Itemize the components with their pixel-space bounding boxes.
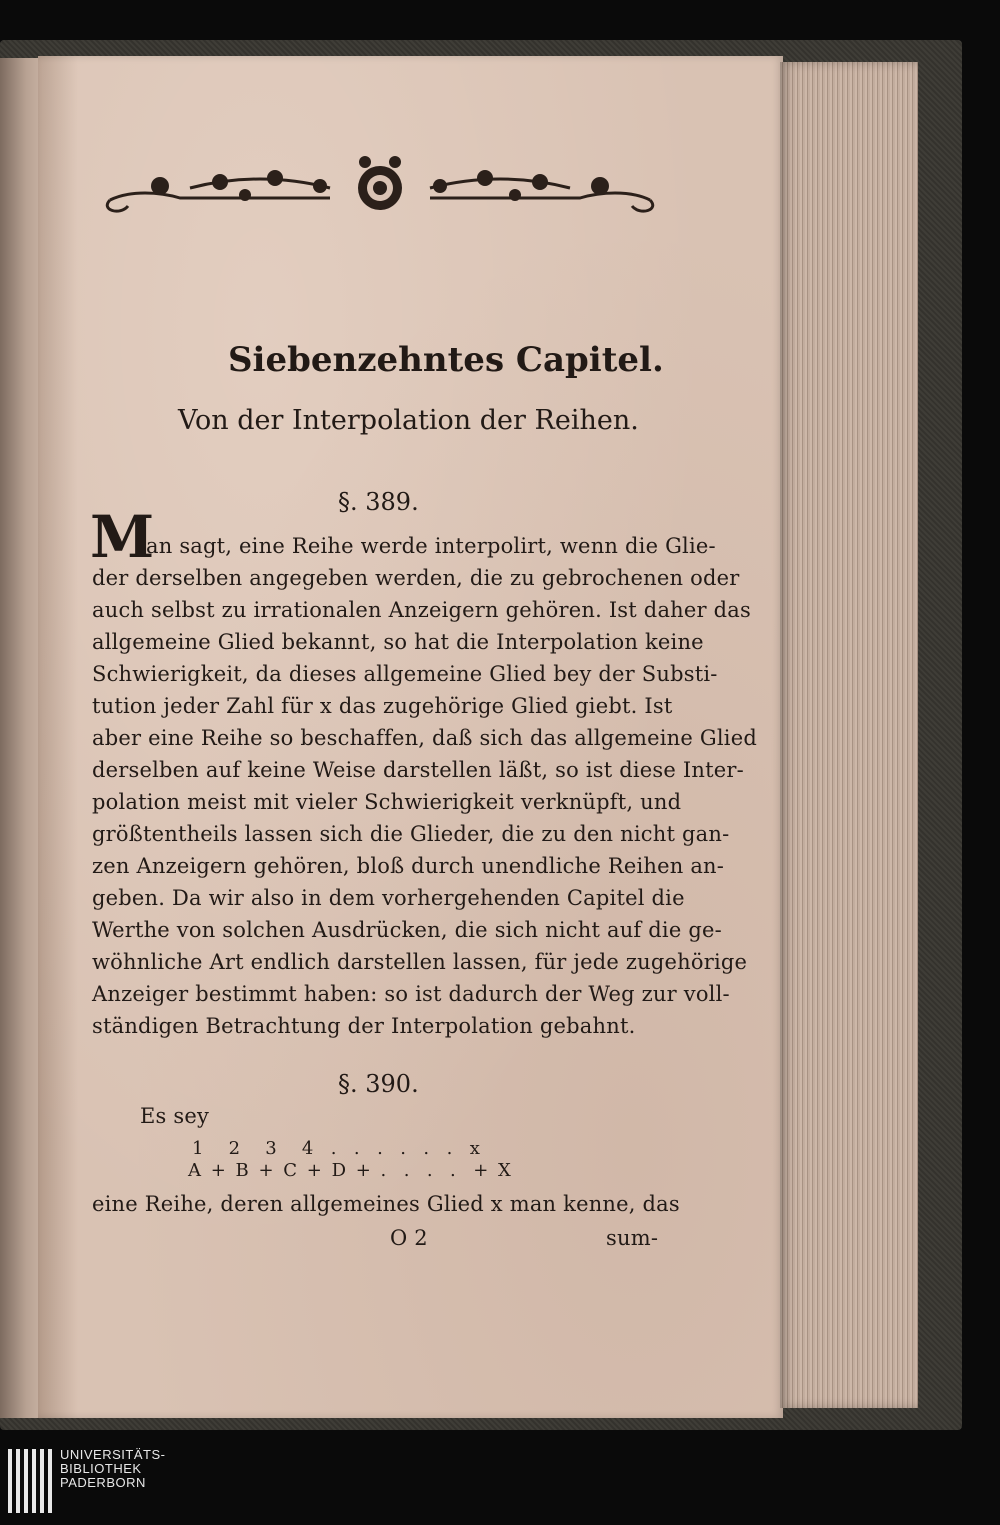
paragraph-line: derselben auf keine Weise darstellen läßt, so ist diese Inter- — [92, 758, 744, 782]
signature-mark: O 2 — [390, 1226, 428, 1250]
paragraph-line: der derselben angegeben werden, die zu gebrochenen oder — [92, 566, 740, 590]
paragraph-line: tution jeder Zahl für x das zugehörige Glied giebt. Ist — [92, 694, 673, 718]
catchword: sum- — [606, 1226, 659, 1250]
paragraph-line: an sagt, eine Reihe werde interpolirt, wenn die Glie- — [146, 534, 716, 558]
es-sey-text: Es sey — [140, 1104, 210, 1128]
chapter-title: Siebenzehntes Capitel. — [228, 340, 664, 380]
paragraph-line: allgemeine Glied bekannt, so hat die Interpolation keine — [92, 630, 704, 654]
page-edges — [780, 62, 918, 1408]
paragraph-line: polation meist mit vieler Schwierigkeit verknüpft, und — [92, 790, 682, 814]
paragraph-line: Schwierigkeit, da dieses allgemeine Glied bey der Substi- — [92, 662, 718, 686]
paragraph-line: Anzeiger bestimmt haben: so ist dadurch der Weg zur voll- — [92, 982, 730, 1006]
paragraph-line: eine Reihe, deren allgemeines Glied x man kenne, das — [92, 1192, 680, 1216]
paragraph-line: auch selbst zu irrationalen Anzeigern gehören. Ist daher das — [92, 598, 751, 622]
chapter-subtitle: Von der Interpolation der Reihen. — [178, 405, 639, 436]
paragraph-line: Werthe von solchen Ausdrücken, die sich nicht auf die ge- — [92, 918, 722, 942]
logo-text-line3: PADERBORN — [60, 1475, 146, 1490]
series-terms-row: A + B + C + D + . . . . + X — [188, 1160, 513, 1181]
section-number-390: §. 390. — [338, 1070, 419, 1098]
paragraph-line: zen Anzeigern gehören, bloß durch unendliche Reihen an- — [92, 854, 725, 878]
paragraph-line: ständigen Betrachtung der Interpolation gebahnt. — [92, 1014, 636, 1038]
logo-text-line2: BIBLIOTHEK — [60, 1461, 142, 1476]
paragraph-line: wöhnliche Art endlich darstellen lassen, für jede zugehörige — [92, 950, 748, 974]
paragraph-line: geben. Da wir also in dem vorhergehenden Capitel die — [92, 886, 685, 910]
section-number-389: §. 389. — [338, 488, 419, 516]
paragraph-line: aber eine Reihe so beschaffen, daß sich das allgemeine Glied — [92, 726, 757, 750]
headpiece-ornament-icon — [100, 150, 660, 220]
paragraph-line: größtentheils lassen sich die Glieder, die zu den nicht gan- — [92, 822, 730, 846]
logo-text-line1: UNIVERSITÄTS- — [60, 1447, 166, 1462]
drop-cap: M — [90, 503, 155, 571]
library-logo-icon — [8, 1445, 68, 1517]
series-index-row: 1 2 3 4 . . . . . . x — [192, 1138, 482, 1159]
